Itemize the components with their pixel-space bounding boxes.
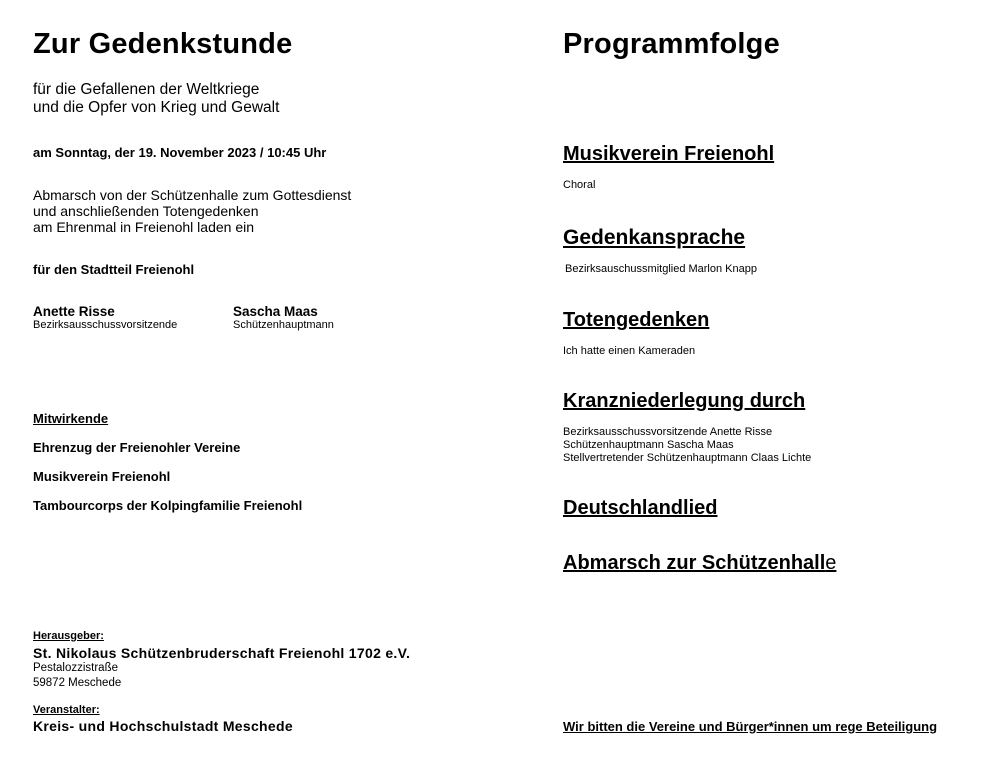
- signer-role: Schützenhauptmann: [233, 319, 334, 331]
- program-item-heading-main: Abmarsch zur Schützenhall: [563, 552, 826, 574]
- participant-item: Musikverein Freienohl: [33, 469, 171, 484]
- event-date: am Sonntag, der 19. November 2023 / 10:45 Uhr: [33, 145, 327, 160]
- program-item-detail: Schützenhauptmann Sascha Maas: [563, 439, 734, 451]
- publisher-name: St. Nikolaus Schützenbruderschaft Freienohl 1702 e.V.: [33, 645, 411, 661]
- march-line: am Ehrenmal in Freienohl laden ein: [33, 219, 255, 235]
- program-item-heading-tail: e: [825, 552, 837, 574]
- program-item-heading-last: [563, 552, 836, 575]
- signer-name: Anette Risse: [33, 304, 115, 319]
- intro-line: und die Opfer von Krieg und Gewalt: [33, 99, 280, 116]
- publisher-street: Pestalozzistraße: [33, 662, 119, 674]
- program-item-detail: Stellvertretender Schützenhauptmann Claas Lichte: [563, 452, 812, 464]
- intro-text: [33, 81, 279, 117]
- right-title: Programmfolge: [563, 28, 780, 60]
- publisher-label: Herausgeber:: [33, 630, 104, 642]
- program-item-heading: Totengedenken: [563, 309, 710, 331]
- organizer-label: Veranstalter:: [33, 704, 100, 716]
- publisher-address: [33, 661, 121, 691]
- left-title: Zur Gedenkstunde: [33, 28, 293, 60]
- signer-2: [233, 304, 334, 332]
- publisher-city: 59872 Meschede: [33, 677, 122, 689]
- organizer-name: Kreis- und Hochschulstadt Meschede: [33, 718, 293, 734]
- participants-heading: Mitwirkende: [33, 411, 109, 426]
- march-text: [33, 187, 351, 235]
- march-line: und anschließenden Totengedenken: [33, 203, 259, 219]
- program-item-detail: Ich hatte einen Kameraden: [563, 345, 696, 357]
- signer-role: Bezirksausschussvorsitzende: [33, 319, 178, 331]
- march-line: Abmarsch von der Schützenhalle zum Gottesdienst: [33, 187, 352, 203]
- signer-name: Sascha Maas: [233, 304, 318, 319]
- intro-line: für die Gefallenen der Weltkriege: [33, 81, 260, 98]
- program-item-heading: Musikverein Freienohl: [563, 143, 775, 165]
- program-item-detail: Choral: [563, 179, 596, 191]
- program-item-detail: Bezirksausschussvorsitzende Anette Risse: [563, 426, 773, 438]
- district-text: für den Stadtteil Freienohl: [33, 262, 195, 277]
- program-item-heading: Deutschlandlied: [563, 497, 718, 519]
- footer-appeal: Wir bitten die Vereine und Bürger*innen um rege Beteiligung: [563, 719, 938, 734]
- program-item-heading: Kranzniederlegung durch: [563, 390, 806, 412]
- program-item-details: [563, 426, 811, 465]
- program-item-heading: Gedenkansprache: [563, 226, 746, 249]
- participant-item: Tambourcorps der Kolpingfamilie Freienohl: [33, 498, 303, 513]
- participant-item: Ehrenzug der Freienohler Vereine: [33, 440, 241, 455]
- program-item-detail: Bezirksauschussmitglied Marlon Knapp: [565, 263, 757, 275]
- signer-1: [33, 304, 177, 332]
